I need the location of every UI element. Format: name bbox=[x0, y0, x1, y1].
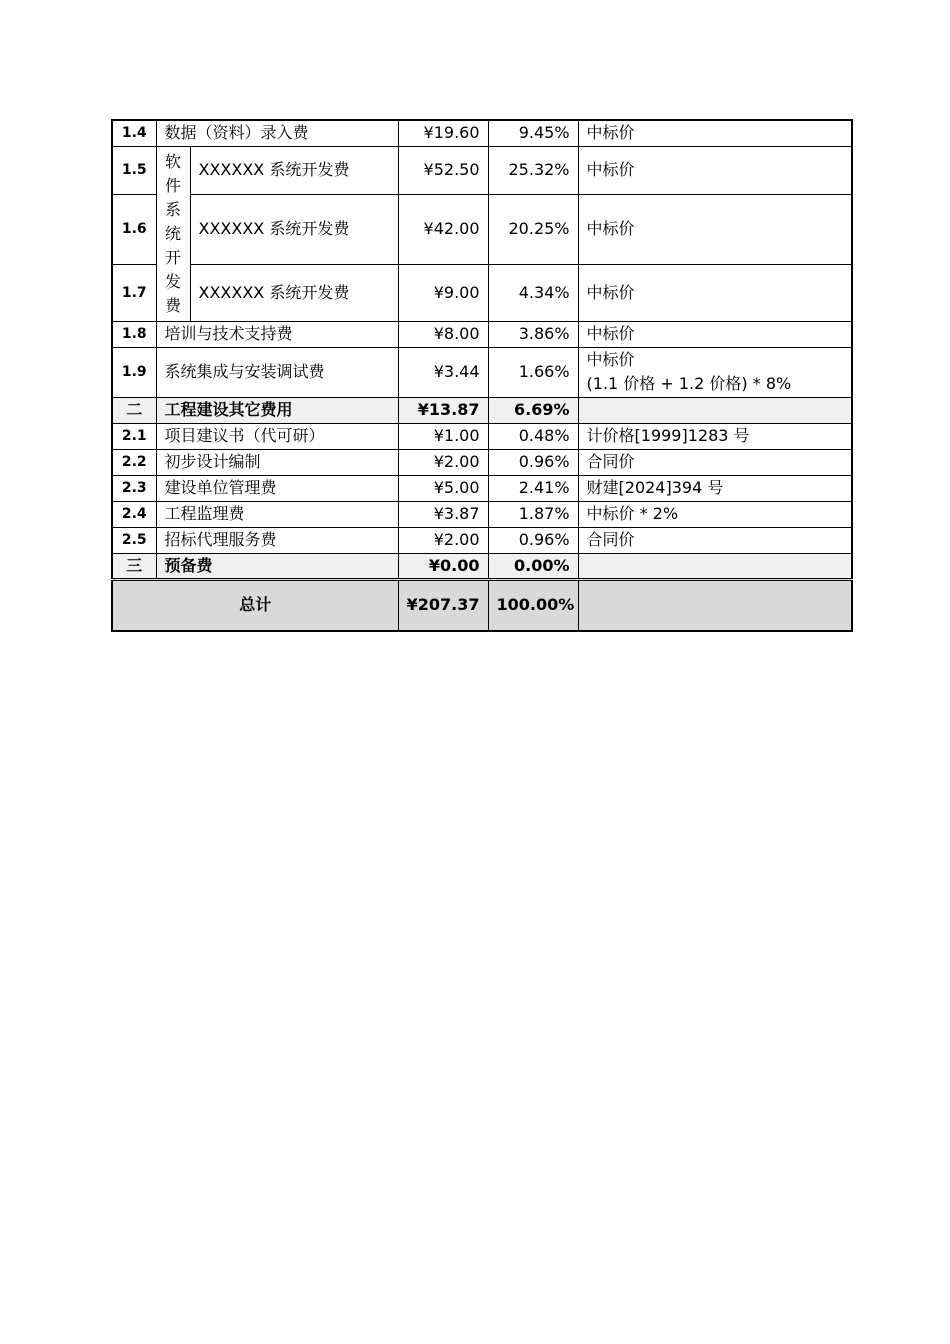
table-row bbox=[112, 347, 852, 397]
row-index: 1.4 bbox=[112, 120, 156, 146]
row-amount: ¥19.60 bbox=[398, 120, 488, 146]
row-percent: 0.96% bbox=[488, 449, 578, 475]
table-row bbox=[112, 449, 852, 475]
row-note: 中标价 bbox=[578, 264, 852, 321]
row-amount: ¥42.00 bbox=[398, 194, 488, 264]
row-name: 数据（资料）录入费 bbox=[156, 120, 398, 146]
row-amount: ¥9.00 bbox=[398, 264, 488, 321]
row-name: 预备费 bbox=[156, 553, 398, 579]
section-row bbox=[112, 397, 852, 423]
table-row bbox=[112, 475, 852, 501]
table-row bbox=[112, 527, 852, 553]
row-index: 1.9 bbox=[112, 347, 156, 397]
row-index: 1.6 bbox=[112, 194, 156, 264]
row-index: 2.2 bbox=[112, 449, 156, 475]
table-row bbox=[112, 120, 852, 146]
row-note bbox=[578, 553, 852, 579]
table-row bbox=[112, 264, 852, 321]
row-amount: ¥2.00 bbox=[398, 527, 488, 553]
row-amount: ¥0.00 bbox=[398, 553, 488, 579]
row-index: 2.3 bbox=[112, 475, 156, 501]
row-index: 2.5 bbox=[112, 527, 156, 553]
row-amount: ¥2.00 bbox=[398, 449, 488, 475]
table-row bbox=[112, 423, 852, 449]
row-note: 财建[2024]394 号 bbox=[578, 475, 852, 501]
row-index: 三 bbox=[112, 553, 156, 579]
row-percent: 1.87% bbox=[488, 501, 578, 527]
table-row bbox=[112, 501, 852, 527]
row-note: 中标价 * 2% bbox=[578, 501, 852, 527]
row-percent: 4.34% bbox=[488, 264, 578, 321]
row-note: 计价格[1999]1283 号 bbox=[578, 423, 852, 449]
row-amount: ¥3.44 bbox=[398, 347, 488, 397]
row-index: 1.5 bbox=[112, 146, 156, 194]
row-index: 2.4 bbox=[112, 501, 156, 527]
row-amount: ¥3.87 bbox=[398, 501, 488, 527]
row-note: 中标价 bbox=[578, 321, 852, 347]
row-note: 合同价 bbox=[578, 449, 852, 475]
row-percent: 0.00% bbox=[488, 553, 578, 579]
row-note bbox=[578, 397, 852, 423]
row-percent: 25.32% bbox=[488, 146, 578, 194]
table-row bbox=[112, 321, 852, 347]
row-percent: 9.45% bbox=[488, 120, 578, 146]
row-name: 初步设计编制 bbox=[156, 449, 398, 475]
row-amount: ¥1.00 bbox=[398, 423, 488, 449]
row-percent: 20.25% bbox=[488, 194, 578, 264]
section-row bbox=[112, 553, 852, 579]
row-name: 招标代理服务费 bbox=[156, 527, 398, 553]
total-percent: 100.00% bbox=[488, 579, 578, 631]
table-row bbox=[112, 194, 852, 264]
row-index: 二 bbox=[112, 397, 156, 423]
software-group-label bbox=[156, 146, 190, 321]
row-percent: 0.96% bbox=[488, 527, 578, 553]
row-name: 工程建设其它费用 bbox=[156, 397, 398, 423]
row-percent: 2.41% bbox=[488, 475, 578, 501]
total-amount: ¥207.37 bbox=[398, 579, 488, 631]
table-row bbox=[112, 146, 852, 194]
row-percent: 6.69% bbox=[488, 397, 578, 423]
row-note: 中标价 bbox=[578, 194, 852, 264]
row-note: 中标价 bbox=[578, 146, 852, 194]
row-note: 合同价 bbox=[578, 527, 852, 553]
row-index: 1.7 bbox=[112, 264, 156, 321]
total-row bbox=[112, 579, 852, 631]
row-amount: ¥13.87 bbox=[398, 397, 488, 423]
total-label: 总计 bbox=[112, 579, 398, 631]
row-index: 2.1 bbox=[112, 423, 156, 449]
row-note-line: 中标价 bbox=[586, 350, 635, 369]
row-amount: ¥5.00 bbox=[398, 475, 488, 501]
total-note bbox=[578, 579, 852, 631]
row-index: 1.8 bbox=[112, 321, 156, 347]
row-name: 工程监理费 bbox=[156, 501, 398, 527]
software-group-label-text: 软件系统开发费 bbox=[164, 151, 181, 315]
row-name: XXXXXX 系统开发费 bbox=[190, 194, 398, 264]
row-note-formula: (1.1 价格 + 1.2 价格) * 8% bbox=[586, 374, 792, 393]
row-note bbox=[578, 347, 852, 397]
row-name: 系统集成与安装调试费 bbox=[156, 347, 398, 397]
row-note: 中标价 bbox=[578, 120, 852, 146]
row-name: 培训与技术支持费 bbox=[156, 321, 398, 347]
budget-table bbox=[111, 119, 853, 632]
row-amount: ¥8.00 bbox=[398, 321, 488, 347]
row-name: 项目建议书（代可研） bbox=[156, 423, 398, 449]
row-amount: ¥52.50 bbox=[398, 146, 488, 194]
row-name: XXXXXX 系统开发费 bbox=[190, 264, 398, 321]
row-percent: 3.86% bbox=[488, 321, 578, 347]
row-name: XXXXXX 系统开发费 bbox=[190, 146, 398, 194]
row-name: 建设单位管理费 bbox=[156, 475, 398, 501]
row-percent: 1.66% bbox=[488, 347, 578, 397]
row-percent: 0.48% bbox=[488, 423, 578, 449]
